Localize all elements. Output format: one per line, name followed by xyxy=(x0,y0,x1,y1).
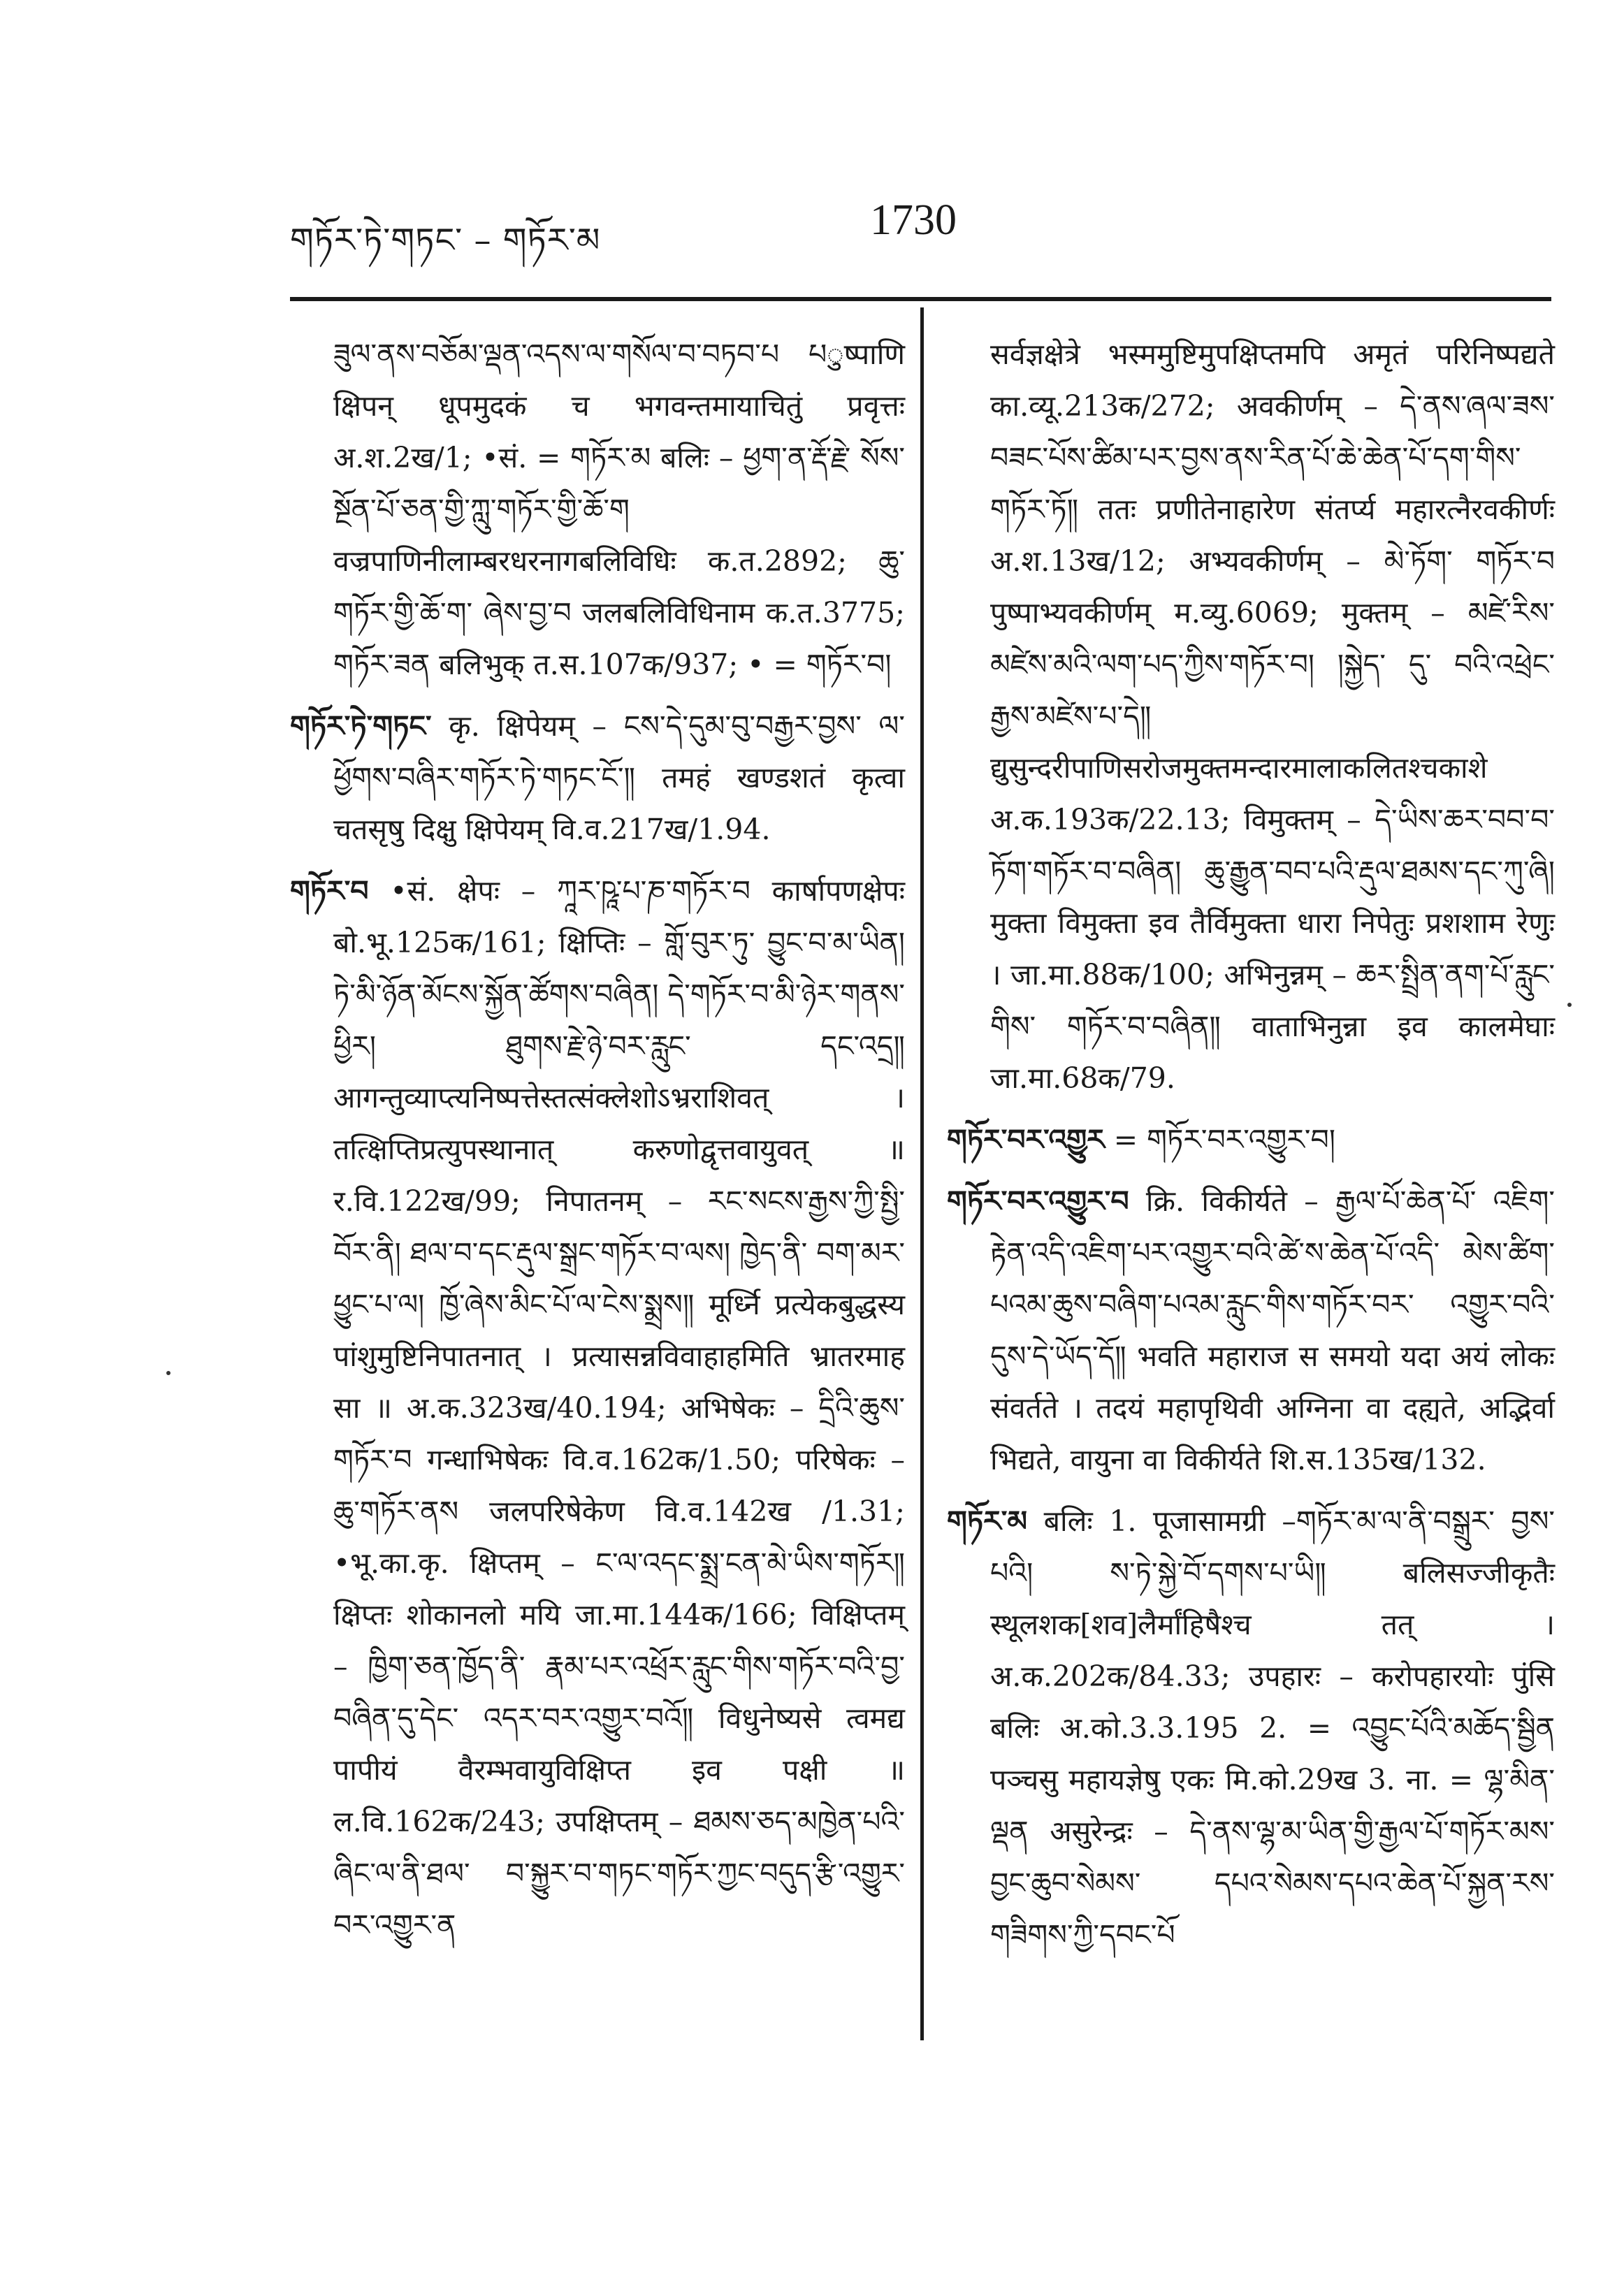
header-guide-words: གཏོར་ཏེ་གཏང་ – གཏོར་མ xyxy=(290,221,601,260)
header-rule xyxy=(290,297,1551,301)
entry-headword: གཏོར་ཏེ་གཏང་ xyxy=(290,709,432,743)
dictionary-entry xyxy=(947,1114,1555,1166)
entry-headword: གཏོར་མ xyxy=(947,1504,1028,1538)
scan-speck xyxy=(1567,1003,1572,1007)
entry-text: ཟུལ་ནས་བཅོམ་ལྡན་འདས་ལ་གསོལ་བ་བཏབ་པ པुष्पाणि क्षिपन् धूपमुदकं च भगवन्तमायाचितुं प्रवृत्तः अ.श.2ख/1; •सं. = གཏོར་མ बलिः – ཕྱག་ན་རྡོ་རྗེ་ སོས་སྔོན་པོ་ཅན་གྱི་ཀླུ་གཏོར་གྱི་ཆོ་ག वज्रपाणिनीलाम्बरधरनागबलिविधिः क.त.2892; ཆུ་གཏོར་གྱི་ཆོ་ག་ ཞེས་བྱ་བ जलबलिविधिनाम क.त.3775; གཏོར་ཟན बलिभुक् त.स.107क/937; • = གཏོར་བ། xyxy=(333,337,905,681)
entry-text: क्रि. विकीर्यते – རྒྱལ་པོ་ཆེན་པོ་ འཇིག་རྟེན་འདི་འཇིག་པར་འགྱུར་བའི་ཚེ་ས་ཆེན་པོ་འདི་ མེས་ཚིག་པའམ་ཆུས་བཞིག་པའམ་རླུང་གིས་གཏོར་བར་ འགྱུར་བའི་དུས་དེ་ཡོད་དོ༎ भवति महाराज स समयो यदा अयं लोकः संवर्तते । तदयं महापृथिवी अग्निना वा दह्यते, अद्भिर्वा भिद्यते, वायुना वा विकीर्यते शि.स.135ख/132. xyxy=(990,1184,1555,1476)
entry-continuation xyxy=(947,328,1555,1104)
scan-speck xyxy=(166,1371,171,1375)
entry-text: बलिः 1. पूजासामग्री –གཏོར་མ་ལ་ནི་བསྒྲུར་ བྱས་པའི། ས་ཏེ་སྐྱེ་བོ་དགས་པ་ཡི༎ बलिसज्जीकृतैः स्थूलशक[शव]लैर्मांहिषैश्च तत् । अ.क.202क/84.33; उपहारः – करोपहारयोः पुंसि बलिः अ.को.3.3.195 2. = འབྱུང་པོའི་མཆོད་སྦྱིན पञ्चसु महायज्ञेषु एकः मि.को.29ख 3. ना. = ལྷ་མིན་ལྡན असुरेन्द्रः – དེ་ནས་ལྷ་མ་ཡིན་གྱི་རྒྱལ་པོ་གཏོར་མས་བྱང་ཆུབ་སེམས་ དཔའ་སེམས་དཔའ་ཆེན་པོ་སྐྱན་རས་གཟིགས་ཀྱི་དབང་པོ xyxy=(990,1504,1555,1952)
entry-text: सर्वज्ञक्षेत्रे भस्ममुष्टिमुपक्षिप्तमपि अमृतं परिनिष्पद्यते का.व्यू.213क/272; अवकीर्णम् – དེ་ནས་ཞལ་ཟས་ བཟང་པོས་ཚིམ་པར་བྱས་ནས་རིན་པོ་ཆེ་ཆེན་པོ་དག་གིས་ གཏོར་ཏོ༎ ततः प्रणीतेनाहारेण संतर्प्य महारत्नैरवकीर्णः अ.श.13ख/12; अभ्यवकीर्णम् – མེ་ཏོག་ གཏོར་བ पुष्पाभ्यवकीर्णम् म.व्यु.6069; मुक्तम् – མཛེ་རིས་མཛེས་མའི་ལག་པད་ཀྱིས་གཏོར་བ། །སྐྱེད་ དུ་ བའི་འཕྲེང་རྒྱས་མཛེས་པ་དེ༎ द्युसुन्दरीपाणिसरोजमुक्तमन्दारमालाकलितश्चकाशे अ.क.193क/22.13; विमुक्तम् – དེ་ཡིས་ཆར་བབ་བ་ཏོག་གཏོར་བ་བཞིན། ཆུ་རྒྱུན་བབ་པའི་རྡུལ་ཐམས་དང་ཀུ་ཞི། मुक्ता विमुक्ता इव तैर्विमुक्ता धारा निपेतुः प्रशशाम रेणुः । जा.मा.88क/100; अभिनुन्नम् – ཆར་སྤྲིན་ནག་པོ་རླུང་གིས་ གཏོར་བ་བཞིན༎ वाताभिनुन्ना इव कालमेघाः जा.मा.68क/79. xyxy=(990,337,1555,1095)
left-column xyxy=(290,328,905,1961)
entry-text: कृ. क्षिपेयम् – ངས་དེ་དུམ་བུ་བརྒྱར་བྱས་ ལ་ཕྱོགས་བཞིར་གཏོར་ཏེ་གཏང་ངོ་༎ तमहं खण्डशतं कृत्वा चतसृषु दिक्षु क्षिपेयम् वि.व.217ख/1.94. xyxy=(333,709,905,846)
dictionary-entry xyxy=(290,865,905,1951)
entry-text: = གཏོར་བར་འགྱུར་བ། xyxy=(1113,1123,1335,1156)
right-column xyxy=(947,328,1555,1970)
column-divider xyxy=(920,307,924,2040)
dictionary-entry xyxy=(290,700,905,855)
page-header xyxy=(290,189,1562,266)
entry-continuation xyxy=(290,328,905,690)
dictionary-entry xyxy=(947,1175,1555,1486)
entry-text: •सं. क्षेपः – ཀཱར་ཥཱ་པ་ཎ་གཏོར་བ कार्षापणक्षेपः बो.भू.125क/161; क्षिप्तिः – གློ་བུར་ཏུ་ བྱུང་བ་མ་ཡིན། ཏེ་མི་ཉོན་མོངས་སྐྱོན་ཚོགས་བཞིན། དེ་གཏོར་བ་མི་ཉེར་གནས་ཕྱིར། ཐུགས་རྗེ་ཉེ་བར་རླུང་ དང་འདྲ༎ आगन्तुव्याप्त्यनिष्पत्तेस्तत्संक्लेशोऽभ्रराशिवत् । तत्क्षिप्तिप्रत्युपस्थानात् करुणोद्वृत्तवायुवत् ॥ र.वि.122ख/99; निपातनम् – རང་སངས་རྒྱས་ཀྱི་སྤྱི་ བོར་ནི། ཐལ་བ་དང་རྡུལ་སྒྲང་གཏོར་བ་ལས། ཁྱེད་ནི་ བག་མར་ཕྱུང་པ་ལ། ཁྱོ་ཞེས་མིང་པོ་ལ་ངེས་སྨྲས༎ मूर्ध्नि प्रत्येकबुद्धस्य पांशुमुष्टिनिपातनात् । प्रत्यासन्नविवाहाहमिति भ्रातरमाह सा ॥ अ.क.323ख/40.194; अभिषेकः – དྲིའི་ཆུས་གཏོར་བ गन्धाभिषेकः वि.व.162क/1.50; परिषेकः – ཆུ་གཏོར་ནས जलपरिषेकेण वि.व.142ख /1.31; •भू.का.कृ. क्षिप्तम् – ང་ལ་འདང་སྨྲ་ངན་མེ་ཡིས་གཏོར༎ क्षिप्तः शोकानलो मयि जा.मा.144क/166; विक्षिप्तम् – ཁྱིག་ཅན་ཁྱོད་ནི་ རྣམ་པར་འཕྲོར་རླུང་གིས་གཏོར་བའི་བྱ་བཞིན་དུ་དེང་ འདར་བར་འགྱུར་བའོ༎ विधुनेष्यसे त्वमद्य पापीयं वैरम्भवायुविक्षिप्त इव पक्षी ॥ ल.वि.162क/243; उपक्षिप्तम् – ཐམས་ཅད་མཁྱེན་པའི་ཞིང་ལ་ནི་ཐལ་ བ་སྐྱུར་བ་གཏང་གཏོར་ཀྱང་བདུད་རྩི་འགྱུར་བར་འགྱུར་ན xyxy=(333,874,905,1942)
entry-headword: གཏོར་བར་འགྱུར་བ xyxy=(947,1184,1129,1218)
entry-headword: གཏོར་བར་འགྱུར xyxy=(947,1123,1105,1156)
dictionary-entry xyxy=(947,1495,1555,1961)
entry-headword: གཏོར་བ xyxy=(290,874,369,908)
page-number: 1730 xyxy=(870,196,957,244)
